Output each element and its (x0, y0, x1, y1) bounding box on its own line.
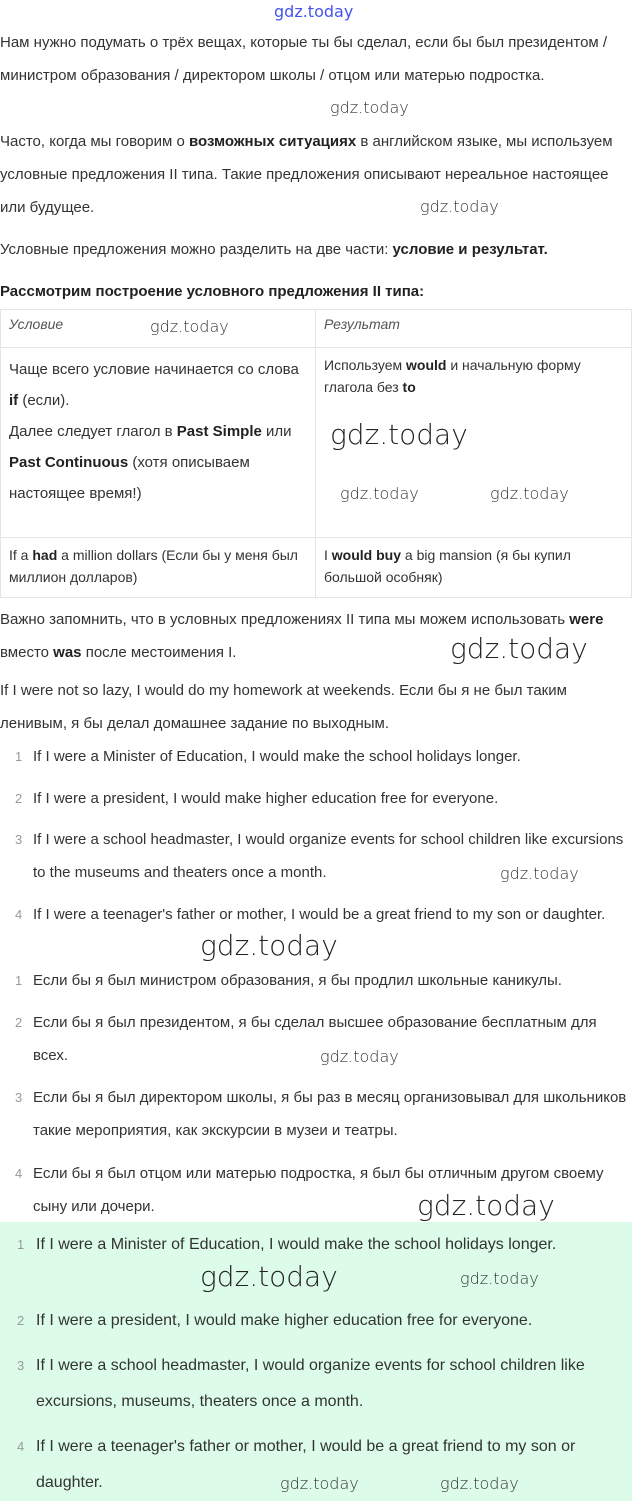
list-item (0, 964, 632, 997)
text: Условные предложения можно разделить на две части: (0, 241, 393, 258)
item-number: 1 (15, 973, 23, 988)
list-item (0, 740, 632, 773)
item-text: If I were a teenager's father or mother, I would be a great friend to my son or daughter. (36, 1438, 576, 1491)
item-text: If I were a president, I would make higher education free for everyone. (33, 790, 499, 807)
text: после местоимения I. (81, 644, 237, 661)
text: Часто, когда мы говорим о (0, 133, 189, 150)
list-item (0, 782, 632, 815)
text: a big mansion (я бы купил большой особняк) (324, 547, 571, 585)
watermark: gdz.today (320, 1047, 399, 1066)
grammar-table (0, 309, 632, 598)
list-item (0, 1429, 632, 1501)
watermark: gdz.today (417, 1189, 555, 1222)
note-paragraph (0, 603, 632, 669)
text: или (261, 423, 292, 440)
table-row (1, 538, 632, 598)
text: Далее следует глагол в (9, 423, 177, 440)
item-number: 4 (15, 1166, 23, 1181)
item-number: 3 (15, 1090, 23, 1105)
item-number: 1 (15, 749, 23, 764)
example-condition-cell (1, 538, 316, 598)
header-condition: Условие (1, 310, 316, 348)
watermark: gdz.today (280, 1474, 359, 1493)
text: Чаще всего условие начинается со слова (9, 361, 299, 378)
bold-text: was (53, 644, 82, 661)
item-text: If I were a president, I would make higher education free for everyone. (36, 1312, 533, 1329)
bold-text: had (32, 547, 58, 563)
watermark: gdz.today (490, 484, 569, 503)
list-item (0, 1227, 632, 1263)
item-text: If I were a teenager's father or mother, I would be a great friend to my son or daughter. (33, 906, 606, 923)
watermark: gdz.today (150, 317, 229, 336)
bold-text: if (9, 392, 19, 409)
bold-text: were (569, 611, 604, 628)
text: Используем (324, 357, 406, 373)
watermark: gdz.today (330, 98, 409, 117)
bold-text: возможных ситуациях (188, 133, 357, 150)
bold-text: условие и результат. (392, 241, 548, 258)
item-text: Если бы я был директором школы, я бы раз в месяц организовывал для школьников такие мероприятия, как экскурсии в музеи и театры. (33, 1089, 627, 1139)
example-paragraph: If I were not so lazy, I would do my homework at weekends. Если бы я не был таким ленивым, я бы делал домашнее задание по выходным. (0, 682, 567, 732)
item-number: 2 (15, 791, 23, 806)
condition-cell (1, 348, 316, 538)
parts-paragraph (0, 233, 632, 266)
item-number: 3 (17, 1358, 25, 1373)
bold-text: would buy (331, 547, 401, 563)
item-text: Если бы я был отцом или матерью подростка, я был бы отличным другом своему сыну или дочери. (33, 1165, 604, 1215)
text: вместо (0, 644, 54, 661)
item-number: 1 (17, 1237, 25, 1252)
header-result: Результат (316, 310, 632, 348)
watermark: gdz.today (500, 864, 579, 883)
table-header-row (1, 310, 632, 348)
text: Важно запомнить, что в условных предложениях II типа мы можем использовать (0, 611, 570, 628)
item-text: If I were a school headmaster, I would organize events for school children like excursions to the museums and theaters once a month. (33, 831, 624, 881)
list-item (0, 1157, 632, 1223)
bold-text: Past Continuous (9, 454, 129, 471)
list-item (0, 823, 632, 889)
answer-box (0, 1222, 632, 1501)
section-heading: Рассмотрим построение условного предложения II типа: (0, 283, 425, 300)
watermark: gdz.today (450, 632, 588, 665)
watermark: gdz.today (460, 1269, 539, 1288)
list-item (0, 898, 632, 931)
list-item (0, 1348, 632, 1420)
watermark: gdz.today (420, 197, 499, 216)
text: I (324, 547, 332, 563)
list-item (0, 1303, 632, 1339)
watermark: gdz.today (440, 1474, 519, 1493)
list-item (0, 1006, 632, 1072)
item-text: If I were a Minister of Education, I would make the school holidays longer. (33, 748, 521, 765)
example-result-cell (316, 538, 632, 598)
text: (если). (18, 392, 70, 409)
text: (хотя описываем настоящее время!) (9, 454, 250, 502)
bold-text: to (402, 379, 416, 395)
item-text: If I were a school headmaster, I would organize events for school children like excursions, museums, theaters once a month. (36, 1357, 585, 1410)
item-text: Если бы я был министром образования, я бы продлил школьные каникулы. (33, 972, 562, 989)
list-item (0, 1081, 632, 1147)
item-number: 2 (15, 1015, 23, 1030)
watermark: gdz.today (200, 1260, 338, 1293)
watermark: gdz.today (200, 929, 338, 962)
item-number: 4 (15, 907, 23, 922)
watermark: gdz.today (330, 418, 468, 451)
watermark: gdz.today (340, 484, 419, 503)
text: и начальную форму глагола без (324, 357, 581, 395)
bold-text: Past Simple (176, 423, 262, 440)
text: a million dollars (Если бы у меня был миллион долларов) (9, 547, 298, 585)
bold-text: would (406, 357, 447, 373)
text: в английском языке, мы используем условные предложения II типа. Такие предложения описывают нереальное настоящее или будущее. (0, 133, 613, 216)
conditional-paragraph (0, 125, 632, 224)
item-number: 2 (17, 1313, 25, 1328)
item-text: Если бы я был президентом, я бы сделал высшее образование бесплатным для всех. (33, 1014, 597, 1064)
table-row (1, 348, 632, 538)
site-logo: gdz.today (274, 2, 354, 21)
intro-paragraph: Нам нужно подумать о трёх вещах, которые ты бы сделал, если бы был президентом / министром образования / директором школы / отцом или матерью подростка. (0, 34, 608, 84)
item-number: 4 (17, 1439, 25, 1454)
item-number: 3 (15, 832, 23, 847)
text: If a (9, 547, 33, 563)
item-text: If I were a Minister of Education, I would make the school holidays longer. (36, 1236, 557, 1253)
result-cell (316, 348, 632, 538)
